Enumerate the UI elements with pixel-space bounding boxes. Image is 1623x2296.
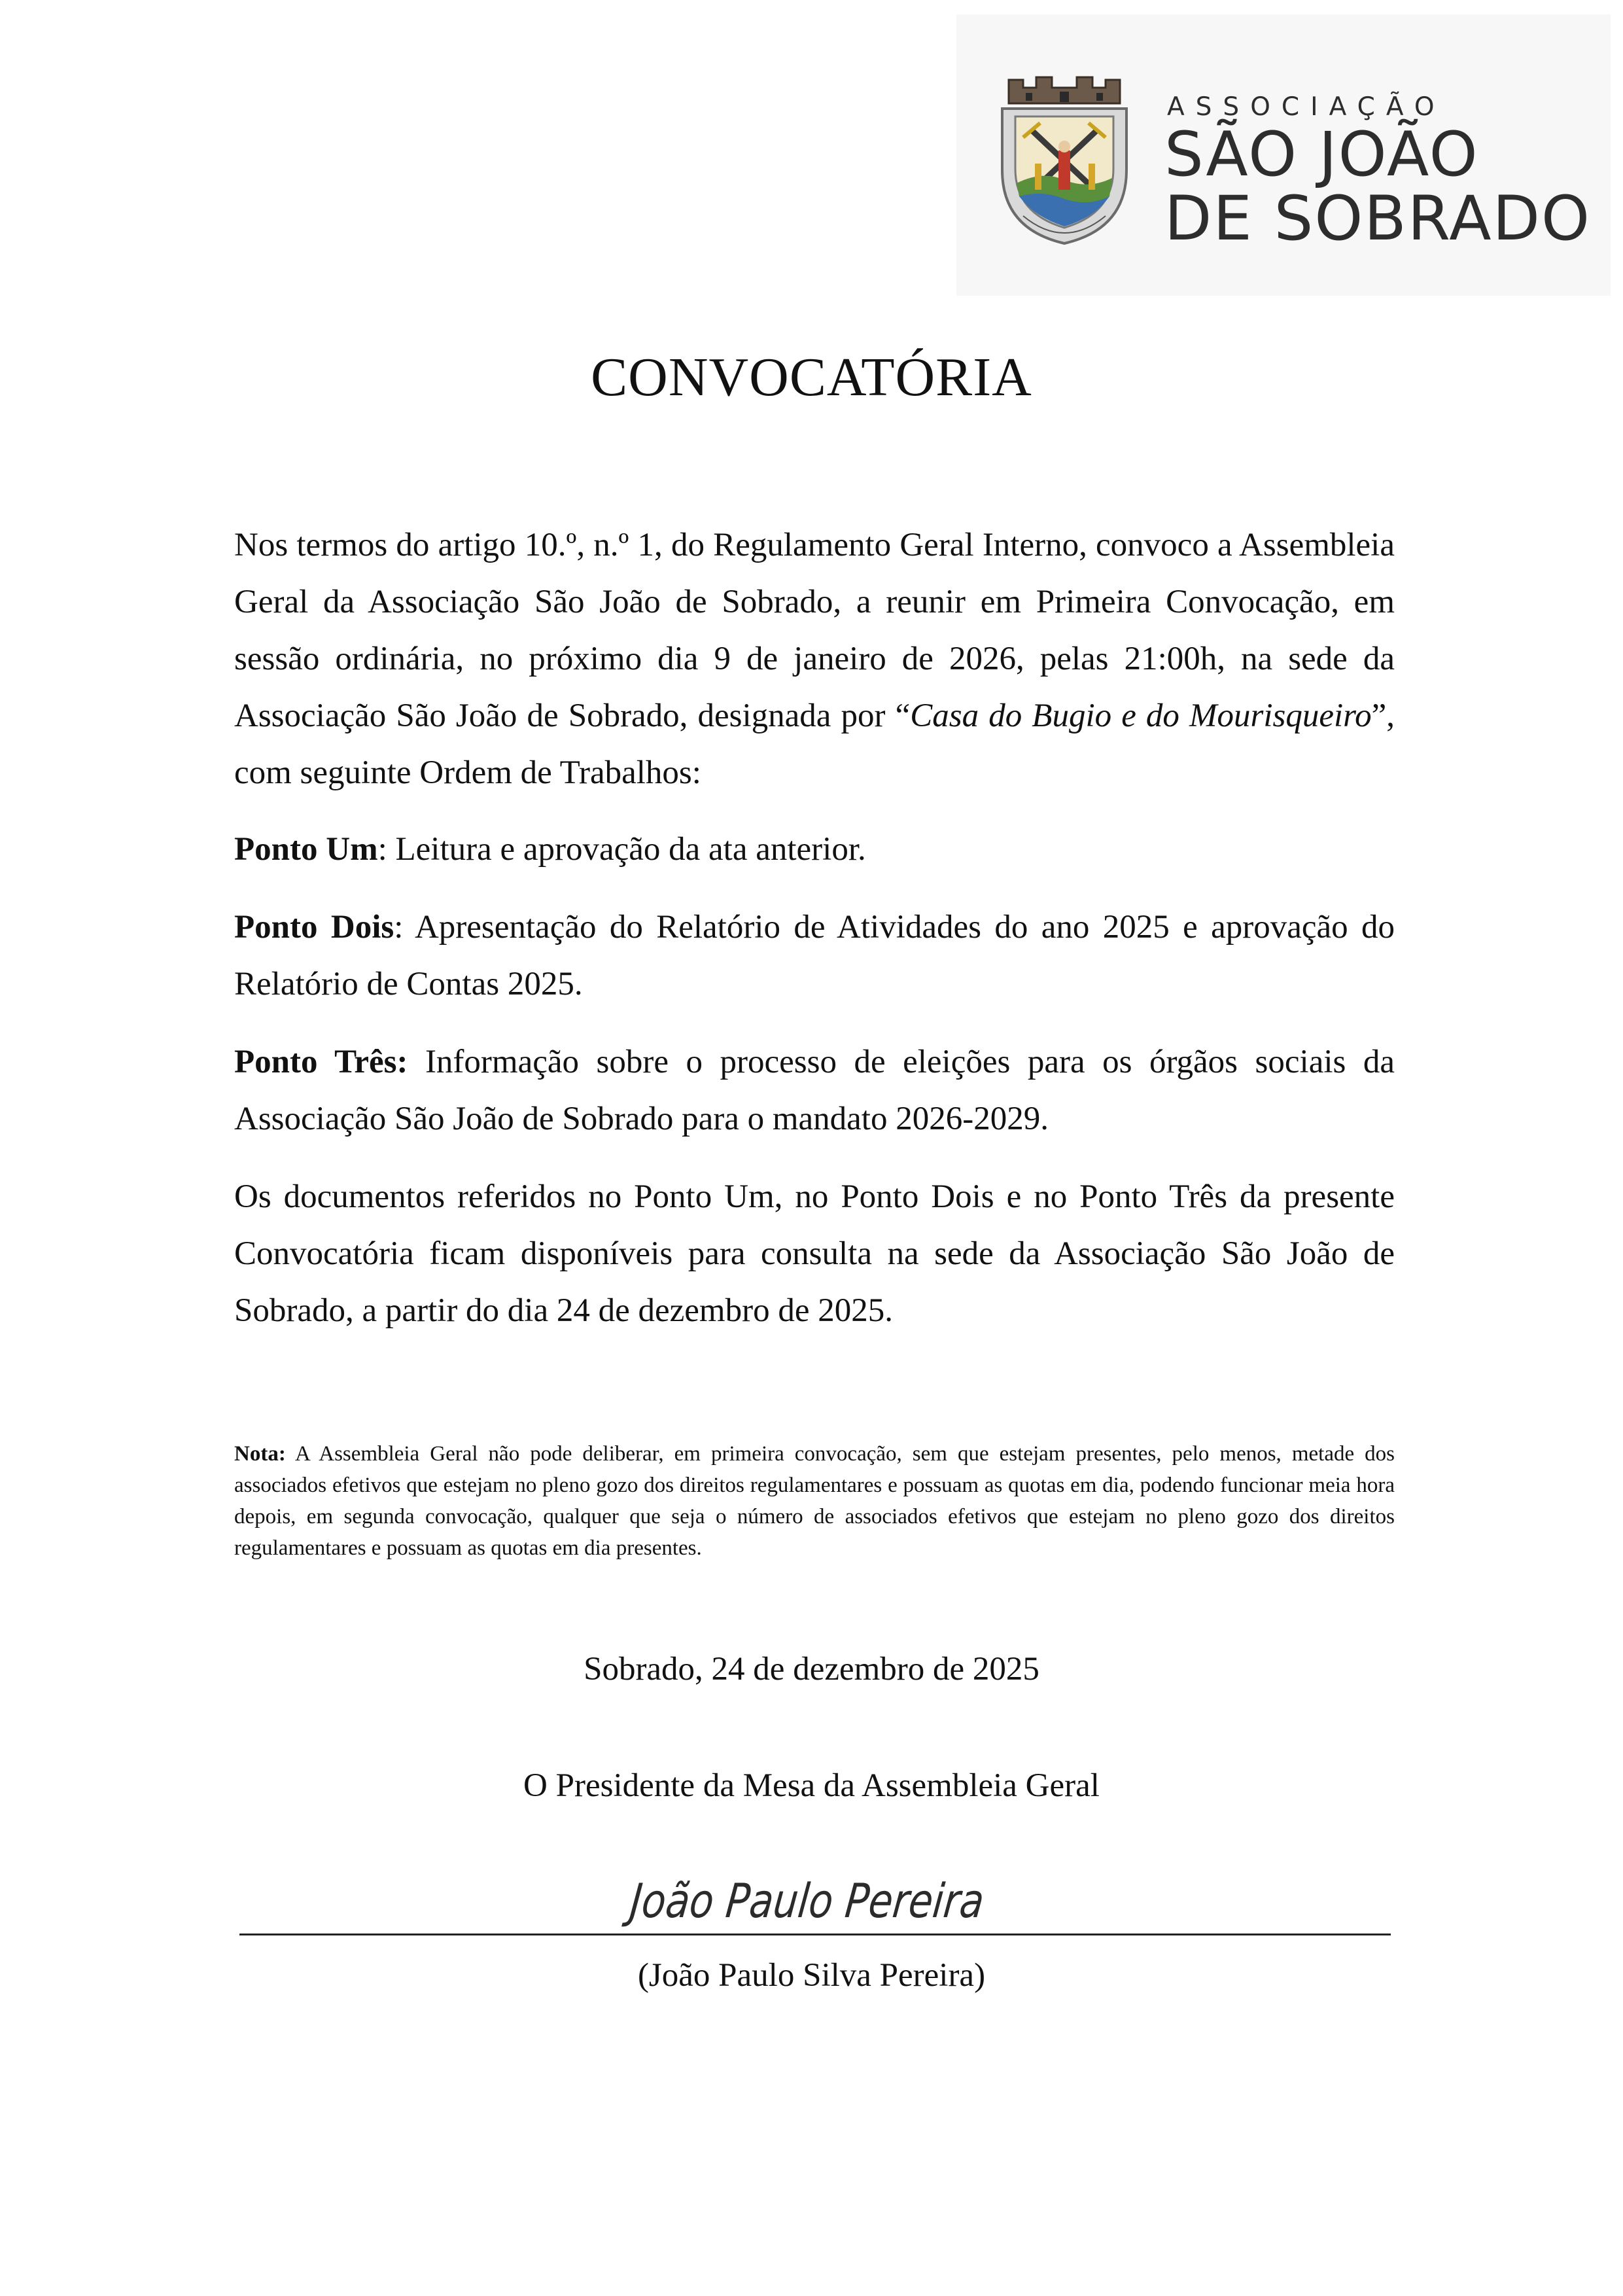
note-paragraph xyxy=(234,1438,1395,1564)
logo-top-line: ASSOCIAÇÃO xyxy=(1167,92,1446,122)
intro-text-end: ”, com seguinte Ordem de Trabalhos: xyxy=(234,698,1395,791)
note-text: A Assembleia Geral não pode deliberar, em primeira convocação, sem que estejam presentes, pelo menos, metade dos associados efetivos que estejam no pleno gozo dos direitos regulamentares e possuam as quotas em dia, podendo funcionar meia hora depois, em segunda convocação, qualquer que seja o número de associados efetivos que estejam no pleno gozo dos direitos regulamentares e possuam as quotas em dia presentes. xyxy=(234,1442,1395,1560)
coat-of-arms-icon xyxy=(997,65,1132,249)
agenda-point-3 xyxy=(234,1034,1395,1148)
venue-name: Casa do Bugio e do Mourisqueiro xyxy=(910,698,1372,734)
note-label: Nota: xyxy=(234,1442,286,1466)
signatory-role: O Presidente da Mesa da Assembleia Geral xyxy=(523,1767,1100,1804)
intro-text-start: Nos termos do artigo 10.º, n.º 1, do Regulamento Geral Interno, convoco a Assembleia Geral da Associação São João de Sobrado, a reunir em Primeira Convocação, em sessão ordinária, no próximo dia 9 de janeiro de 2026, pelas 21:00h, na sede da Associação São João de Sobrado, designada por “ xyxy=(234,527,1395,734)
agenda-point-label: Ponto Um xyxy=(234,831,378,868)
logo-wordmark xyxy=(1164,92,1591,255)
agenda-separator xyxy=(408,1044,425,1080)
logo-line-2: DE SOBRADO xyxy=(1164,183,1591,255)
intro-paragraph xyxy=(234,517,1395,802)
agenda-point-1 xyxy=(234,821,1395,878)
agenda-point-text: Apresentação do Relatório de Atividades do ano 2025 e aprovação do Relatório de Contas 2025. xyxy=(234,909,1395,1002)
agenda-point-label: Ponto Três: xyxy=(234,1044,408,1080)
document-body xyxy=(234,517,1395,1360)
signature-line xyxy=(239,1934,1391,1935)
svg-text:João Paulo Pereira: João Paulo Pereira xyxy=(627,1874,1060,1929)
agenda-separator: : xyxy=(394,909,415,945)
agenda-separator: : xyxy=(377,831,396,868)
place-date: Sobrado, 24 de dezembro de 2025 xyxy=(584,1651,1039,1687)
agenda-point-text: Leitura e aprovação da ata anterior. xyxy=(395,831,866,868)
signatory-name: (João Paulo Silva Pereira) xyxy=(637,1957,986,1994)
documents-paragraph: Os documentos referidos no Ponto Um, no Ponto Dois e no Ponto Três da presente Convocatória ficam disponíveis para consulta na sede da Associação São João de Sobrado, a partir do dia 24 de dezembro de 2025. xyxy=(234,1178,1395,1329)
handwritten-signature xyxy=(627,1863,1060,1935)
agenda-point-text: Informação sobre o processo de eleições para os órgãos sociais da Associação São João de Sobrado para o mandato 2026-2029. xyxy=(234,1044,1395,1137)
logo-line-1: SÃO JOÃO xyxy=(1164,119,1479,190)
agenda-point-label: Ponto Dois xyxy=(234,909,394,945)
document-title: CONVOCATÓRIA xyxy=(591,347,1032,408)
association-logo xyxy=(956,14,1611,296)
agenda-point-2 xyxy=(234,899,1395,1013)
